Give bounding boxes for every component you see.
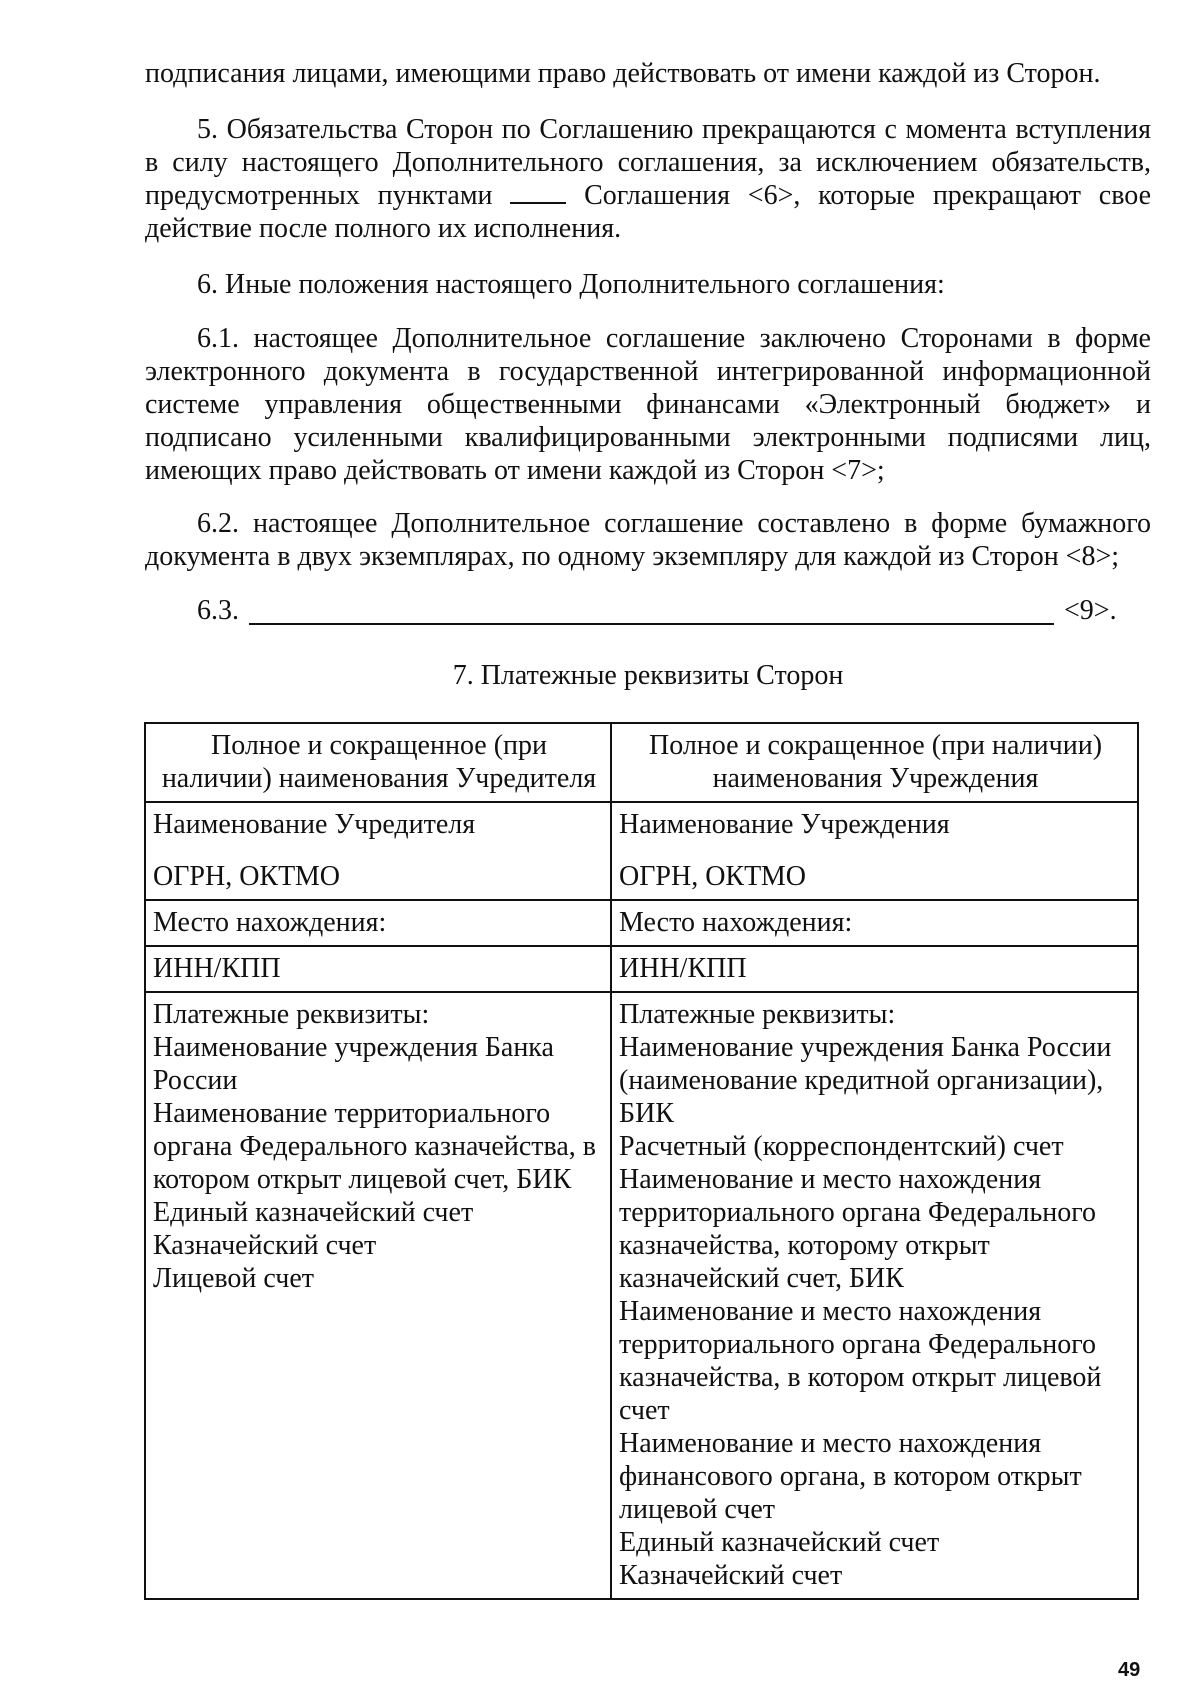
paragraph-6-2: 6.2. настоящее Дополнительное соглашение составлено в форме бумажного документа в двух экземплярах, по одному экземпляру для каждой из Сторон <8>; [145,508,1151,572]
paragraph-6-3-number: 6.3. [197,595,239,626]
paragraph-5-text-end: Соглашения <6>, которые прекращают свое действие после полного их исполнения. [145,180,1152,244]
cell-founder-location: Место нахождения: [145,900,611,946]
institution-payment-line: Казначейский счет [619,1560,843,1591]
founder-payment-line: Платежные реквизиты: [153,999,430,1030]
founder-payment-line: Наименование учреждения Банка России [153,1032,554,1096]
founder-payment-line: Казначейский счет [153,1230,377,1261]
paragraph-5-blank-field [510,182,566,204]
table-header-row [145,723,1138,802]
institution-payment-line: Наименование и место нахождения финансового органа, в котором открыт лицевой счет [619,1428,1082,1525]
cell-institution-inn: ИНН/КПП [611,946,1138,992]
cell-founder-payment [145,992,611,1599]
header-founder: Полное и сокращенное (при наличии) наименования Учредителя [145,723,611,802]
section-7-title: 7. Платежные реквизиты Сторон [452,660,844,691]
cell-institution-payment [611,992,1138,1599]
institution-payment-line: Платежные реквизиты: [619,999,896,1030]
founder-payment-line: Единый казначейский счет [153,1197,474,1228]
paragraph-6: 6. Иные положения настоящего Дополнительного соглашения: [197,269,945,300]
institution-ogrn-label: ОГРН, ОКТМО [619,861,806,892]
paragraph-6-3 [197,594,1157,630]
paragraph-5 [145,113,1151,245]
institution-payment-line: Наименование и место нахождения территориального органа Федерального казначейства, которому открыт казначейский счет, БИК [619,1164,1097,1294]
institution-payment-line: Наименование учреждения Банка России (наименование кредитной организации), БИК [619,1032,1112,1129]
cell-founder-name [145,802,611,900]
table-row-location [145,900,1138,946]
table-row-inn [145,946,1138,992]
institution-payment-line: Наименование и место нахождения территориального органа Федерального казначейства, в котором открыт лицевой счет [619,1296,1102,1426]
page-number: 49 [1118,1659,1141,1681]
payment-details-table [144,722,1139,1600]
paragraph-6-3-footnote-ref: <9>. [1064,595,1117,626]
paragraph-6-3-blank-field [249,623,1054,625]
institution-payment-line: Единый казначейский счет [619,1527,940,1558]
founder-payment-line: Лицевой счет [153,1263,315,1294]
paragraph-5-text-start: 5. Обязательства Сторон по Соглашению прекращаются с момента вступления в силу настоящего Дополнительного соглашения, за исключением обязательств, предусмотренных пунктами [145,114,1151,211]
header-institution: Полное и сокращенное (при наличии) наименования Учреждения [611,723,1138,802]
paragraph-continuation: подписания лицами, имеющими право действовать от имени каждой из Сторон. [145,58,1101,89]
institution-payment-line: Расчетный (корреспондентский) счет [619,1131,1064,1162]
founder-ogrn-label: ОГРН, ОКТМО [153,861,340,892]
table-row-name [145,802,1138,900]
institution-name-label: Наименование Учреждения [619,809,950,840]
founder-payment-line: Наименование территориального органа Федерального казначейства, в котором открыт лицевой счет, БИК [153,1098,596,1195]
table-row-payment [145,992,1138,1599]
paragraph-6-1: 6.1. настоящее Дополнительное соглашение заключено Сторонами в форме электронного документа в государственной интегрированной информационной системе управления общественными финансами «Электронный бюджет» и подписано усиленными квалифицированными электронными подписями лиц, имеющих право действовать от имени каждой из Сторон <7>; [145,323,1151,486]
founder-name-label: Наименование Учредителя [153,809,476,840]
cell-institution-location: Место нахождения: [611,900,1138,946]
cell-institution-name [611,802,1138,900]
cell-founder-inn: ИНН/КПП [145,946,611,992]
